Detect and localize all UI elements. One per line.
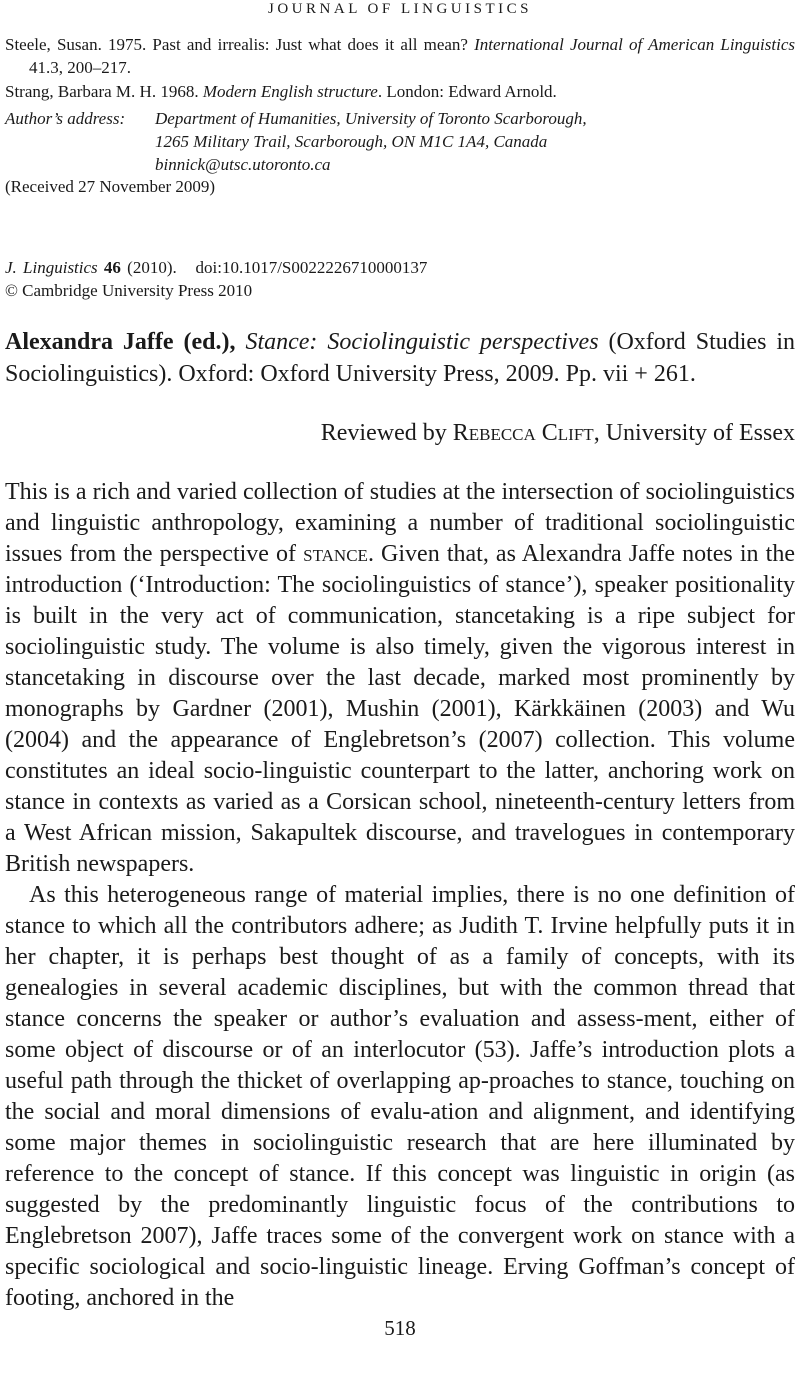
address-label: Author’s address:: [5, 109, 126, 128]
running-header: JOURNAL OF LINGUISTICS: [268, 1, 532, 17]
reference-entry: Steele, Susan. 1975. Past and irrealis: Just what does it all mean? International Journal of American Linguistics 41.3, 200–217.: [5, 35, 796, 77]
paragraph: As this heterogeneous range of material implies, there is no one definition of stance to which all the contributors adhere; as Judith T. Irvine helpfully puts it in her chapter, it is perhaps best thought of as a family of concepts, with its genealogies in several academic disciplines, but with the common thread that stance concerns the speaker or author’s evaluation and assess-ment, either of some object of discourse or of an interlocutor (53). Jaffe’s introduction plots a useful path through the thicket of overlapping ap-proaches to stance, touching on the social and moral dimensions of evalu-ation and alignment, and identifying some major themes in sociolinguistic research that are here illuminated by reference to the concept of stance. If this concept was linguistic in origin (as suggested by the predominantly linguistic focus of the contributions to Englebretson 2007), Jaffe traces some of the convergent work on stance with a specific sociological and socio-linguistic lineage. Erving Goffman’s concept of footing, anchored in the: [5, 882, 795, 1311]
author-email: binnick@utsc.utoronto.ca: [155, 155, 331, 174]
received-date: (Received 27 November 2009): [5, 177, 216, 196]
book-details: (Oxford Studies in Sociolinguistics). Oxford: Oxford University Press, 2009. Pp. vii + 261.: [5, 329, 796, 387]
reviewer-name: Rebecca Clift: [452, 420, 594, 446]
book-title: Stance: Sociolinguistic perspectives: [245, 329, 599, 355]
article-citation: J. Linguistics 46 (2010). doi:10.1017/S0022226710000137 © Cambridge University Press 2010: [5, 258, 428, 300]
review-body: [5, 477, 795, 1314]
reviewer-line: Reviewed by Rebecca Clift, University of Essex: [320, 420, 795, 446]
copyright: © Cambridge University Press 2010: [5, 281, 253, 300]
volume-number: 46: [103, 258, 121, 277]
references-list: [5, 33, 795, 104]
reference-entry: Strang, Barbara M. H. 1968. Modern English structure. London: Edward Arnold.: [5, 82, 557, 101]
key-term: stance: [303, 541, 368, 567]
address-line: 1265 Military Trail, Scarborough, ON M1C 1A4, Canada: [155, 132, 548, 151]
page-number: 518: [384, 1316, 416, 1340]
paragraph: This is a rich and varied collection of studies at the intersection of sociolinguistics and linguistic anthropology, examining a number of traditional sociolinguistic issues from the perspective of stance. Given that, as Alexandra Jaffe notes in the introduction (‘Introduction: The sociolinguistics of stance’), speaker positionality is built in the very act of communication, stancetaking is a ripe subject for sociolinguistic study. The volume is also timely, given the vigorous interest in stancetaking in discourse over the last decade, marked most prominently by monographs by Gardner (2001), Mushin (2001), Kärkkäinen (2003) and Wu (2004) and the appearance of Englebretson’s (2007) collection. This volume constitutes an ideal socio-linguistic counterpart to the latter, anchoring work on stance in contexts as varied as a Corsican school, nineteenth-century letters from a West African mission, Sakapultek discourse, and travelogues in contemporary British newspapers.: [5, 479, 795, 877]
book-editor: Alexandra Jaffe (ed.),: [5, 329, 236, 355]
book-reference: [5, 326, 795, 390]
doi: doi:10.1017/S0022226710000137: [195, 258, 428, 277]
journal-abbrev: J. Linguistics: [5, 258, 98, 277]
author-address: [5, 107, 795, 176]
address-line: Department of Humanities, University of Toronto Scarborough,: [155, 109, 587, 128]
